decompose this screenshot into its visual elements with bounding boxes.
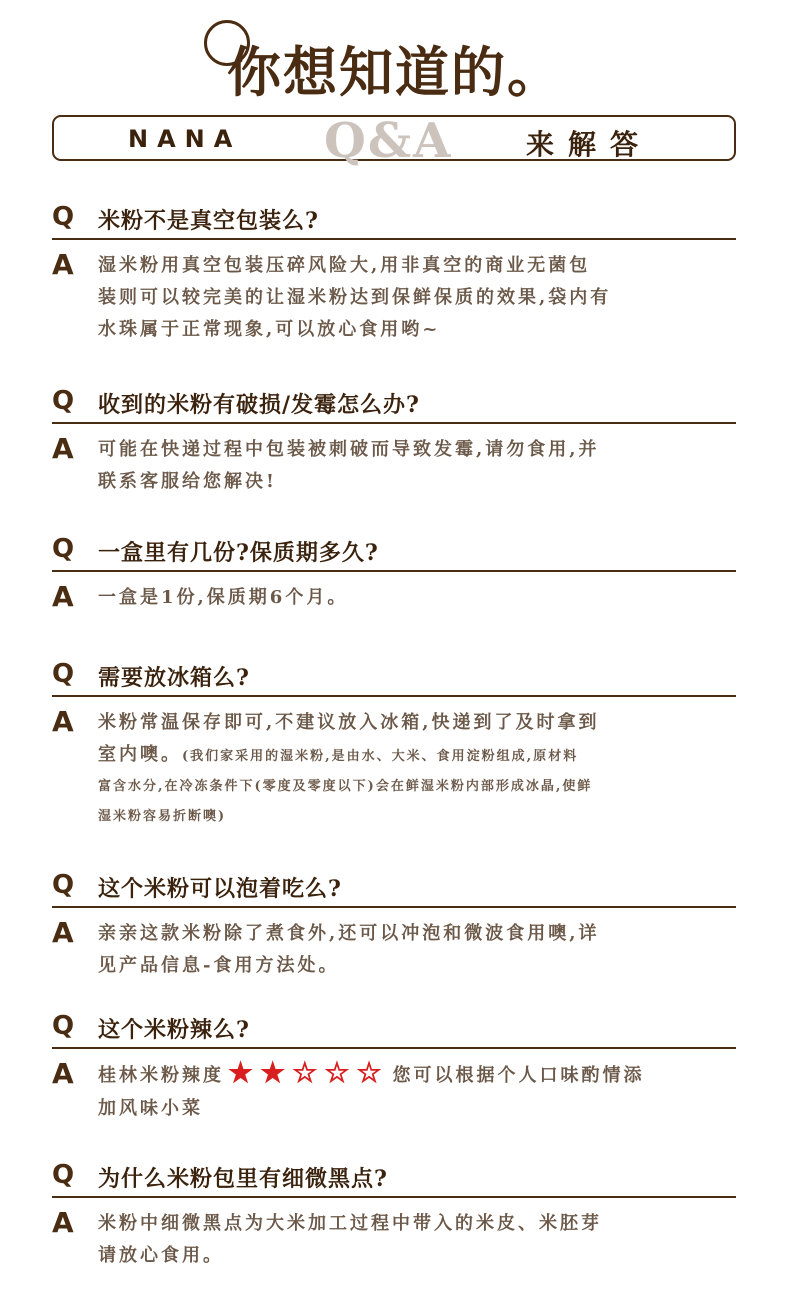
question-mark: Q <box>52 870 75 900</box>
qa-item-6 <box>52 1007 736 1125</box>
spice-rating <box>228 1056 389 1093</box>
question-mark: Q <box>52 202 75 232</box>
answer-line: 米粉中细微黑点为大米加工过程中带入的米皮、米胚芽 <box>98 1213 602 1234</box>
star-empty-icon: ☆ <box>292 1056 321 1089</box>
answer-line: 水珠属于正常现象,可以放心食用哟~ <box>98 319 441 340</box>
question-text: 一盒里有几份?保质期多久? <box>98 540 379 566</box>
page-header <box>0 12 790 104</box>
qa-item-4 <box>52 655 736 832</box>
question-mark: Q <box>52 386 75 416</box>
page-title: 你想知道的。 <box>227 40 563 104</box>
answer-mark: A <box>52 916 74 949</box>
answer-tail: 室内噢。 <box>98 744 182 765</box>
answer-mark: A <box>52 580 74 613</box>
spice-label: 桂林米粉辣度 <box>98 1065 224 1086</box>
star-filled-icon: ★ <box>228 1056 257 1089</box>
answer-line <box>98 739 736 772</box>
answer-line: 装则可以较完美的让湿米粉达到保鲜保质的效果,袋内有 <box>98 287 612 308</box>
star-filled-icon: ★ <box>260 1056 289 1089</box>
banner-answer-label: 来解答 <box>526 128 653 161</box>
question-text: 这个米粉辣么? <box>98 1017 250 1043</box>
question-text: 为什么米粉包里有细微黑点? <box>98 1166 388 1192</box>
answer-line: 湿米粉用真空包装压碎风险大,用非真空的商业无菌包 <box>98 255 591 276</box>
answer-line: 请放心食用。 <box>98 1245 224 1266</box>
answer-line: 联系客服给您解决! <box>98 471 277 492</box>
answer-note: (我们家采用的湿米粉,是由水、大米、食用淀粉组成,原材料 <box>182 749 579 764</box>
answer-mark: A <box>52 248 74 281</box>
question-text: 需要放冰箱么? <box>98 665 250 691</box>
qa-item-1 <box>52 198 736 346</box>
answer-line: 一盒是1份,保质期6个月。 <box>98 587 349 608</box>
answer-mark: A <box>52 1206 74 1239</box>
question-mark: Q <box>52 1011 75 1041</box>
answer-line: 加风味小菜 <box>98 1098 203 1119</box>
question-text: 收到的米粉有破损/发霉怎么办? <box>98 392 420 418</box>
qa-item-3 <box>52 530 736 614</box>
spice-note: 您可以根据个人口味酌情添 <box>392 1065 645 1086</box>
question-text: 这个米粉可以泡着吃么? <box>98 876 342 902</box>
answer-mark: A <box>52 705 74 738</box>
star-empty-icon: ☆ <box>356 1056 385 1089</box>
answer-line: 见产品信息-食用方法处。 <box>98 955 340 976</box>
question-text: 米粉不是真空包装么? <box>98 208 319 234</box>
answer-line <box>98 1056 736 1093</box>
question-mark: Q <box>52 1160 75 1190</box>
answer-line: 米粉常温保存即可,不建议放入冰箱,快递到了及时拿到 <box>98 712 600 733</box>
answer-mark: A <box>52 432 74 465</box>
qa-item-2 <box>52 382 736 498</box>
answer-line: 可能在快递过程中包装被刺破而导致发霉,请勿食用,并 <box>98 439 600 460</box>
qa-item-7 <box>52 1156 736 1272</box>
answer-line: 亲亲这款米粉除了煮食外,还可以冲泡和微波食用噢,详 <box>98 923 600 944</box>
qa-item-5 <box>52 866 736 982</box>
question-mark: Q <box>52 534 75 564</box>
answer-mark: A <box>52 1057 74 1090</box>
banner-brand: NANA <box>128 125 242 153</box>
answer-note-line: 湿米粉容易折断噢) <box>98 809 227 824</box>
question-mark: Q <box>52 659 75 689</box>
qa-banner <box>52 113 736 169</box>
banner-qa-logo: Q&A <box>324 113 453 169</box>
star-empty-icon: ☆ <box>324 1056 353 1089</box>
answer-note-line: 富含水分,在冷冻条件下(零度及零度以下)会在鲜湿米粉内部形成冰晶,使鲜 <box>98 779 593 794</box>
